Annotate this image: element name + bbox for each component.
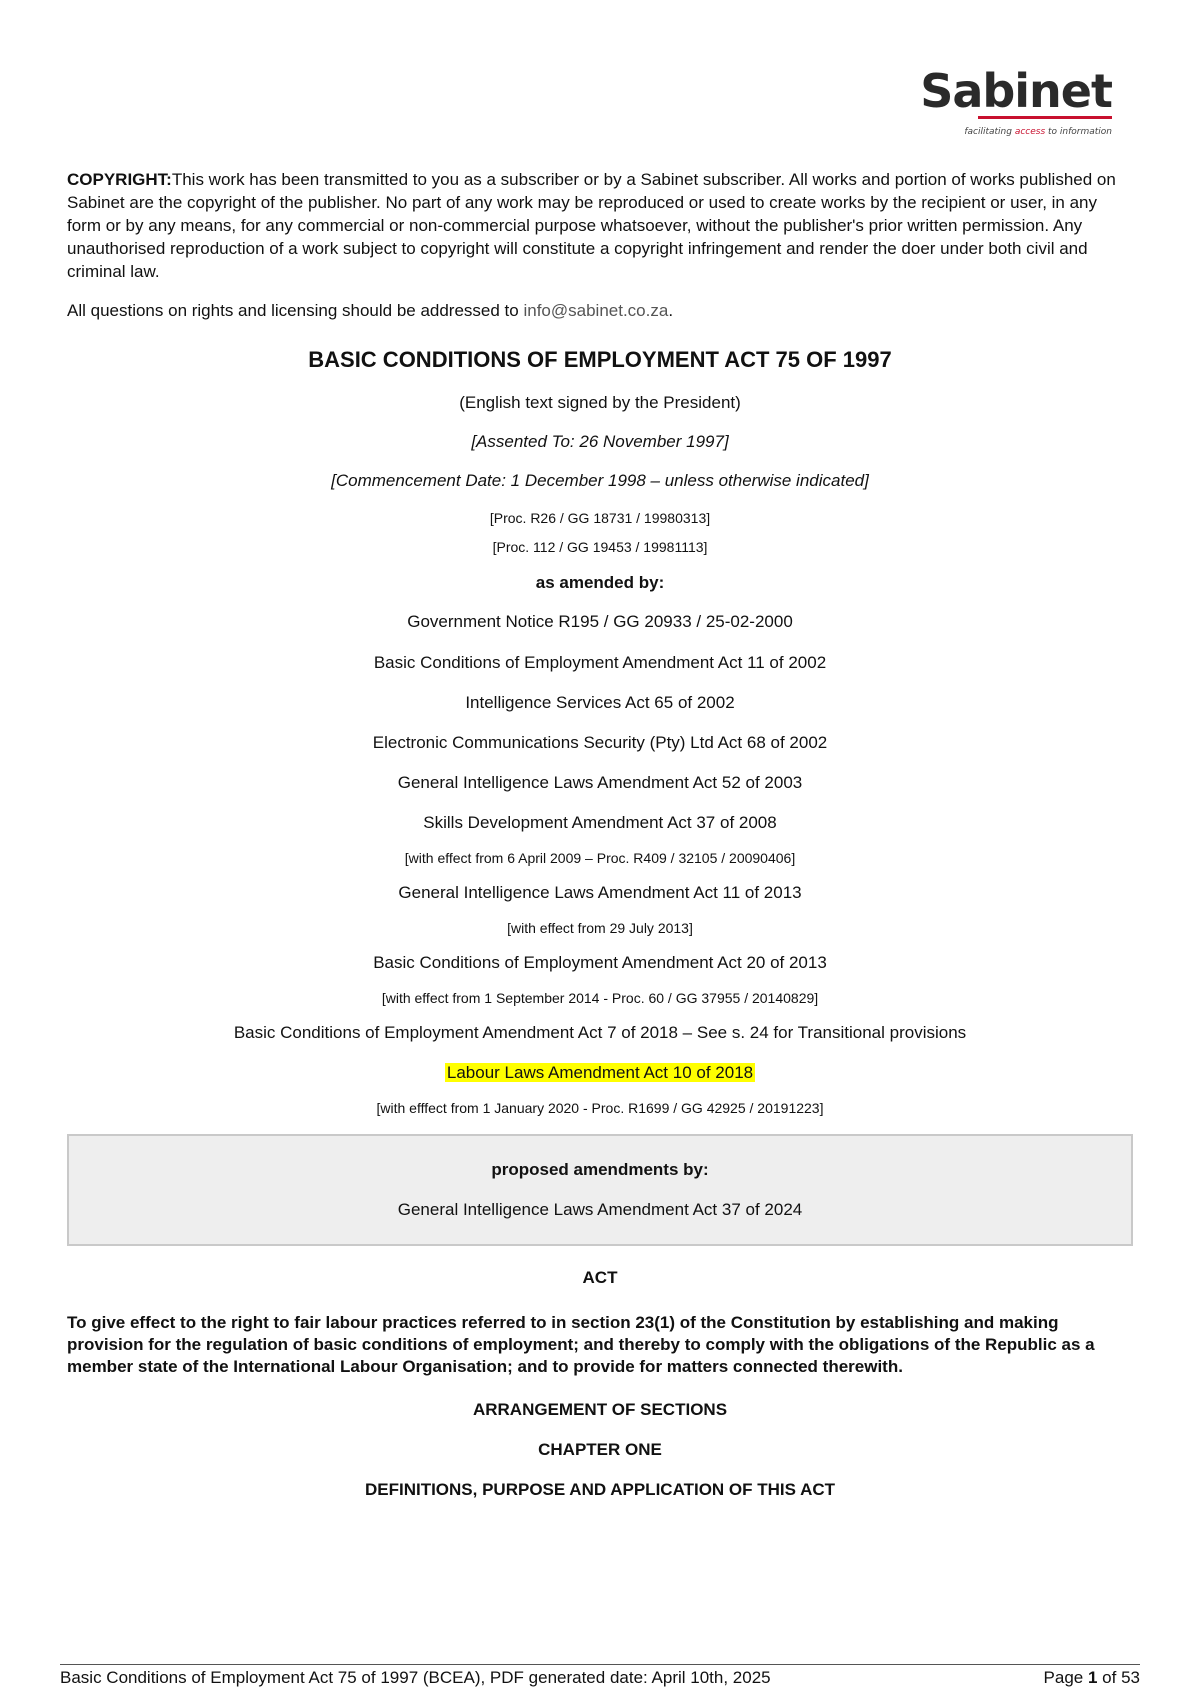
amendment-note: [with efffect from 1 January 2020 - Proc. R1699 / GG 42925 / 20191223] <box>376 1100 824 1116</box>
proposed-amendments-box <box>67 1134 1133 1246</box>
amendment-item: General Intelligence Laws Amendment Act 52 of 2003 <box>397 773 803 792</box>
logo-wordmark <box>920 64 1112 119</box>
commencement-date: [Commencement Date: 1 December 1998 – unless otherwise indicated] <box>331 471 869 490</box>
chapter-heading: CHAPTER ONE <box>538 1440 662 1459</box>
logo-tagline <box>920 127 1112 137</box>
chapter-title: DEFINITIONS, PURPOSE AND APPLICATION OF THIS ACT <box>364 1480 836 1499</box>
amendment-item: Basic Conditions of Employment Amendment Act 20 of 2013 <box>373 953 827 972</box>
amendment-item: Basic Conditions of Employment Amendment Act 7 of 2018 – See s. 24 for Transitional provisions <box>233 1023 967 1042</box>
amendment-note: [with effect from 1 September 2014 - Proc. 60 / GG 37955 / 20140829] <box>381 990 819 1006</box>
logo-tagline-highlight: access <box>1014 127 1046 137</box>
page-of: of <box>1097 1668 1122 1687</box>
logo-tagline-post: to information <box>1045 127 1112 137</box>
act-label: ACT <box>582 1268 618 1287</box>
copyright-text: This work has been transmitted to you as a subscriber or by a Sabinet subscriber. All works and portion of works published on Sabinet are the copyright of the publisher. No part of any work may be reproduced or used to create works by the recipient or user, in any form or by any means, for any commercial or non-commercial purpose whatsoever, without the publisher's prior written permission. Any unauthorised reproduction of a work subject to copyright will constitute a copyright infringement and render the doer under both civil and criminal law. <box>67 170 1116 281</box>
copyright-label: COPYRIGHT: <box>67 170 172 189</box>
proclamation-2: [Proc. 112 / GG 19453 / 19981113] <box>492 539 708 555</box>
proposed-heading: proposed amendments by: <box>491 1160 709 1179</box>
long-title: To give effect to the right to fair labour practices referred to in section 23(1) of the Constitution by establishing and making provision for the regulation of basic conditions of employment; and thereby to comply with the obligations of the Republic as a member state of the International Labour Organisation; and to provide for matters connected therewith. <box>67 1313 1095 1376</box>
amendment-item: Government Notice R195 / GG 20933 / 25-02-2000 <box>407 612 793 631</box>
licensing-questions <box>67 301 1133 321</box>
logo-tagline-pre: facilitating <box>964 127 1015 137</box>
amendment-item: Skills Development Amendment Act 37 of 2008 <box>423 813 777 832</box>
contact-email-link[interactable]: info@sabinet.co.za <box>523 301 669 320</box>
copyright-notice <box>67 168 1133 283</box>
arrangement-heading: ARRANGEMENT OF SECTIONS <box>472 1400 728 1419</box>
proclamation-1: [Proc. R26 / GG 18731 / 19980313] <box>489 510 711 526</box>
amendment-item: General Intelligence Laws Amendment Act 11 of 2013 <box>398 883 802 902</box>
questions-text: All questions on rights and licensing should be addressed to <box>67 301 524 320</box>
sabinet-logo <box>920 64 1112 137</box>
questions-end: . <box>668 301 674 320</box>
highlighted-amendment: Labour Laws Amendment Act 10 of 2018 <box>446 1063 754 1082</box>
document-body <box>67 168 1133 1500</box>
total-pages: 53 <box>1121 1668 1140 1687</box>
amendment-item: Electronic Communications Security (Pty) Ltd Act 68 of 2002 <box>372 733 828 752</box>
amended-by-heading: as amended by: <box>535 573 665 592</box>
amendment-item: Intelligence Services Act 65 of 2002 <box>465 693 735 712</box>
amendment-note: [with effect from 29 July 2013] <box>507 920 693 936</box>
signed-note: (English text signed by the President) <box>459 393 741 412</box>
logo-name: Sabinet <box>920 64 1112 118</box>
amendment-item: Basic Conditions of Employment Amendment Act 11 of 2002 <box>373 653 827 672</box>
current-page: 1 <box>1087 1668 1098 1687</box>
proposed-item: General Intelligence Laws Amendment Act 37 of 2024 <box>397 1200 803 1219</box>
amendment-note: [with effect from 6 April 2009 – Proc. R409 / 32105 / 20090406] <box>404 850 796 866</box>
page-label: Page <box>1043 1668 1088 1687</box>
page-footer <box>60 1664 1140 1688</box>
amendment-item-highlighted <box>67 1063 1133 1083</box>
act-title: BASIC CONDITIONS OF EMPLOYMENT ACT 75 OF 1997 <box>308 347 892 372</box>
assented-date: [Assented To: 26 November 1997] <box>471 432 729 451</box>
footer-document-info: Basic Conditions of Employment Act 75 of 1997 (BCEA), PDF generated date: April 10th, 2025 <box>60 1668 771 1687</box>
page-number <box>1044 1668 1140 1688</box>
